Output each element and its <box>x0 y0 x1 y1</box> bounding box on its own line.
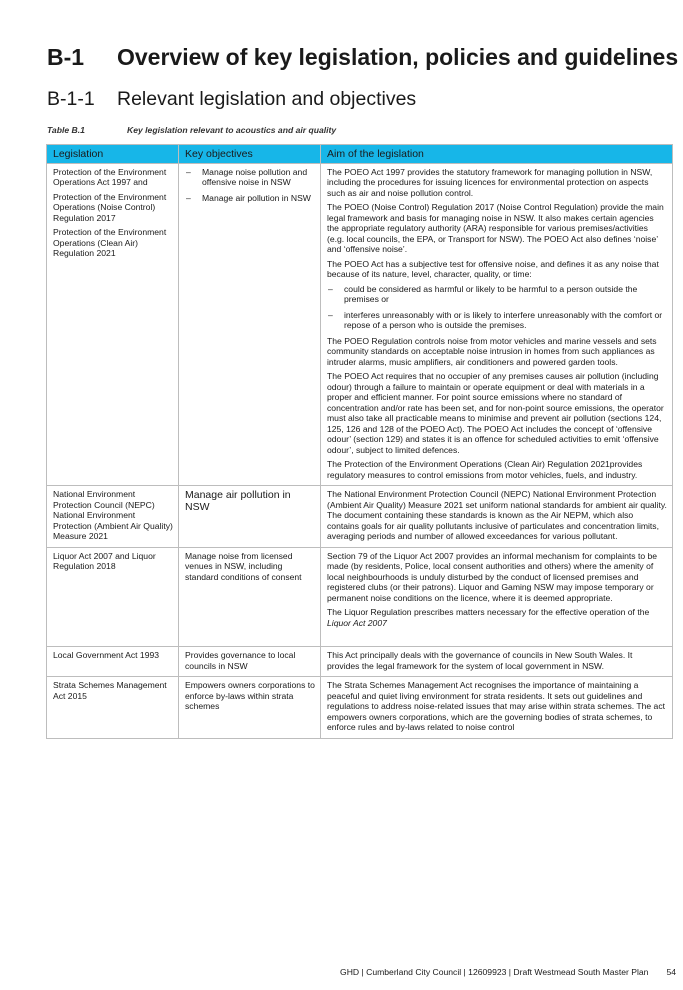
cell-legislation: Local Government Act 1993 <box>47 647 179 677</box>
cell-legislation: Liquor Act 2007 and Liquor Regulation 2018 <box>47 547 179 647</box>
legislation-table <box>46 144 673 739</box>
aim-paragraph: Section 79 of the Liquor Act 2007 provides an informal mechanism for complaints to be made (by residents, Police, local consent authorities and others) where the amenity of local neighbourhoods is unduly disturbed by the conduct of licensed premises and registered clubs (or their patrons). Liquor and Gaming NSW may impose temporary or permanent noise conditions on the licence, where it is deemed appropriate. <box>327 550 658 603</box>
aim-paragraph: The POEO (Noise Control) Regulation 2017 (Noise Control Regulation) provide the main legal framework and basis for managing noise in NSW. It also makes certain agencies the appropriate regulatory authority (ARA) responsible for various premises/activities (e.g. local councils, the EPA, or Transport for NSW). The POEO Act also defines ‘noise’ and ‘offensive noise’. <box>327 202 664 254</box>
section-title: Overview of key legislation, policies and guidelines <box>117 44 679 70</box>
cell-legislation: National Environment Protection Council (NEPC) National Environment Protection (Ambient Air Quality) Measure 2021 <box>47 486 179 548</box>
cell-legislation: Strata Schemes Management Act 2015 <box>47 677 179 739</box>
cell-objectives <box>179 163 321 486</box>
cell-aim: The National Environment Protection Council (NEPC) National Environment Protection (Ambient Air Quality) Measure 2021 set uniform national standards for ambient air quality. The document containing these standards is known as the Air NEPM, which also contains goals for air quality pollutants inclusive of particulates and concentration limits, averaging periods and number of allowed exceedances for various pollutant. <box>321 486 673 548</box>
aim-paragraph: The POEO Regulation controls noise from motor vehicles and marine vessels and sets community standards on acceptable noise intrusion in homes from such appliances as intruder alarms, music amplifiers, air conditioners and powered garden tools. <box>327 335 657 367</box>
legislation-name: Protection of the Environment Operations (Clean Air) Regulation 2021 <box>53 227 167 258</box>
table-caption <box>47 125 336 135</box>
aim-paragraph: The POEO Act 1997 provides the statutory framework for managing pollution in NSW, including the procedures for issuing licences for environmental protection on aspects such as air and noise pollution control. <box>327 166 653 198</box>
cell-aim: The Strata Schemes Management Act recognises the importance of maintaining a peaceful and quiet living environment for strata residents. It sets out guidelines and regulations to address noise-related issues that may arise within strata schemes. The act empowers owners corporations, which are the governing bodies of strata schemes, to enforce rules and by-laws related to noise control <box>321 677 673 739</box>
objective-item: – Manage noise pollution and offensive noise in NSW <box>185 167 315 188</box>
section-number: B-1 <box>47 44 85 70</box>
cell-legislation <box>47 163 179 486</box>
aim-bullet: – could be considered as harmful or likely to be harmful to a person outside the premises or <box>327 284 667 305</box>
table-header-row <box>47 145 673 164</box>
legislation-name: Protection of the Environment Operations (Noise Control) Regulation 2017 <box>53 191 167 223</box>
objective-item: – Manage air pollution in NSW <box>185 193 315 204</box>
cell-aim <box>321 547 673 647</box>
table-row <box>47 647 673 677</box>
aim-paragraph: The Protection of the Environment Operations (Clean Air) Regulation 2021provides regulatory measures to control emissions from motor vehicles, fuels, and industry. <box>327 459 643 480</box>
legislation-name: Protection of the Environment Operations Act 1997 and <box>53 166 167 187</box>
cell-objectives: Provides governance to local councils in NSW <box>179 647 321 677</box>
table-caption-label: Table B.1 <box>47 125 85 135</box>
header-aim: Aim of the legislation <box>321 145 673 164</box>
aim-italic-text: Liquor Act 2007 <box>327 617 387 628</box>
subsection-heading <box>47 88 416 111</box>
footer-text: GHD | Cumberland City Council | 12609923 | Draft Westmead South Master Plan <box>340 967 649 977</box>
aim-paragraph <box>327 607 667 628</box>
page-number: 54 <box>666 967 676 977</box>
objective-text: Manage air pollution in NSW <box>185 489 291 513</box>
subsection-number: B-1-1 <box>47 88 95 110</box>
aim-paragraph: The POEO Act has a subjective test for offensive noise, and defines it as any noise that because of its nature, level, character, quality, or time: <box>327 258 659 279</box>
table-row <box>47 677 673 739</box>
cell-objectives: Empowers owners corporations to enforce by-laws within strata schemes <box>179 677 321 739</box>
aim-bullet: – interferes unreasonably with or is likely to interfere unreasonably with the comfort or repose of a person who is outside the premises. <box>327 310 667 331</box>
cell-objectives: Manage noise from licensed venues in NSW, including standard conditions of consent <box>179 547 321 647</box>
table-row <box>47 486 673 548</box>
table-row <box>47 163 673 486</box>
subsection-title: Relevant legislation and objectives <box>117 88 417 110</box>
table-caption-text: Key legislation relevant to acoustics and air quality <box>127 125 337 135</box>
aim-text: The Liquor Regulation prescribes matters necessary for the effective operation of the <box>327 607 650 617</box>
cell-aim: This Act principally deals with the governance of councils in New South Wales. It provides the legal framework for the system of local government in NSW. <box>321 647 673 677</box>
cell-aim <box>321 163 673 486</box>
aim-paragraph: The POEO Act requires that no occupier of any premises causes air pollution (including odour) through a failure to maintain or operate equipment or deal with materials in a proper and efficient manner. For point source emissions where no standard of concentration and/or rate has been set, and for non-point source emissions, the operator must also take all practicable means to minimise and prevent air pollution (sections 124, 125, 126 and 128 of the POEO Act). The POEO Act includes the concept of ‘offensive odour’ (section 129) and states it is an offence for scheduled activities to emit ‘offensive odour’, subject to limited defences. <box>327 371 664 455</box>
page-footer <box>0 967 676 977</box>
table-row <box>47 547 673 647</box>
header-key-objectives: Key objectives <box>179 145 321 164</box>
cell-objectives <box>179 486 321 548</box>
section-heading <box>47 44 678 71</box>
header-legislation: Legislation <box>47 145 179 164</box>
